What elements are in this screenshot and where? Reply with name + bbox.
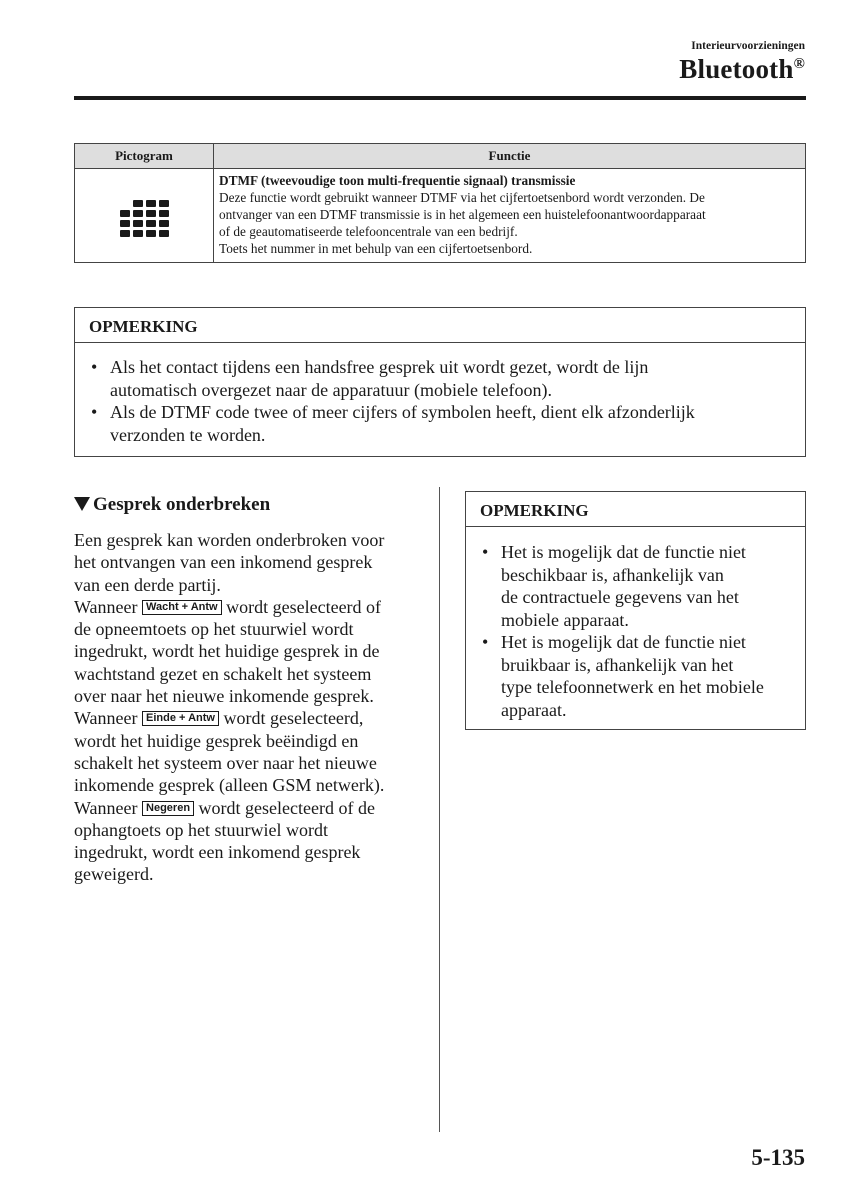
note-line: automatisch overgezet naar de apparatuur (mobiele telefoon). — [110, 379, 552, 400]
function-description-line: Toets het nummer in met behulp van een cijfertoetsenbord. — [219, 241, 533, 256]
page-title — [679, 54, 805, 85]
function-description-line: Deze functie wordt gebruikt wanneer DTMF via het cijfertoetsenbord wordt verzonden. De — [219, 190, 705, 205]
list-item — [89, 356, 791, 401]
body-word: wordt geselecteerd of — [226, 596, 382, 617]
body-line — [74, 797, 424, 819]
note-line: Als de DTMF code twee of meer cijfers of symbolen heeft, dient elk afzonderlijk — [110, 402, 695, 422]
note-heading: OPMERKING — [466, 492, 805, 527]
body-line: ingedrukt, wordt het huidige gesprek in de — [74, 641, 380, 662]
header-section-label: Interieurvoorzieningen — [691, 40, 805, 52]
note-heading: OPMERKING — [75, 308, 805, 343]
bullet-icon: • — [482, 542, 489, 562]
note-line: bruikbaar is, afhankelijk van het — [501, 654, 734, 675]
header-rule — [74, 96, 806, 100]
body-word: Wanneer — [74, 797, 138, 818]
note-line: apparaat. — [501, 699, 567, 720]
function-table — [74, 143, 806, 263]
body-line: schakelt het systeem over naar het nieuwe — [74, 752, 377, 773]
table-row — [75, 169, 806, 263]
pictogram-cell — [75, 169, 214, 263]
note-line: type telefoonnetwerk en het mobiele — [501, 677, 764, 697]
table-header-pictogram: Pictogram — [75, 144, 214, 169]
body-line: van een derde partij. — [74, 574, 221, 595]
column-divider — [439, 487, 440, 1132]
body-line: wachtstand gezet en schakelt het systeem — [74, 663, 372, 684]
function-description-cell — [214, 169, 806, 263]
function-description-line: of de geautomatiseerde telefooncentrale van een bedrijf. — [219, 224, 518, 239]
function-title: DTMF (tweevoudige toon multi-frequentie signaal) transmissie — [219, 173, 576, 188]
list-item — [480, 631, 791, 721]
body-word: Wanneer — [74, 596, 138, 617]
page-title-text: Bluetooth — [679, 54, 794, 84]
body-word: Wanneer — [74, 708, 138, 729]
note-line: de contractuele gegevens van het — [501, 587, 739, 607]
triangle-down-icon — [74, 497, 90, 511]
body-line: de opneemtoets op het stuurwiel wordt — [74, 619, 354, 640]
keypad-icon — [120, 200, 169, 237]
wacht-antw-softkey: Wacht + Antw — [142, 600, 222, 615]
bullet-icon: • — [91, 402, 98, 422]
note-line: beschikbaar is, afhankelijk van — [501, 564, 724, 585]
body-line: geweigerd. — [74, 864, 154, 885]
note-line: mobiele apparaat. — [501, 609, 629, 630]
body-word: wordt geselecteerd, — [223, 708, 364, 729]
note-line: Het is mogelijk dat de functie niet — [501, 632, 746, 652]
note-box-top — [74, 307, 806, 457]
body-line: inkomende gesprek (alleen GSM netwerk). — [74, 775, 385, 796]
body-line — [74, 707, 424, 729]
note-line: Als het contact tijdens een handsfree gesprek uit wordt gezet, wordt de lijn — [110, 357, 649, 377]
section-body — [74, 529, 424, 886]
note-line: Het is mogelijk dat de functie niet — [501, 542, 746, 562]
function-description-line: ontvanger van een DTMF transmissie is in het algemeen een huistelefoonantwoordapparaat — [219, 207, 706, 222]
body-line: ophangtoets op het stuurwiel wordt — [74, 819, 328, 840]
einde-antw-softkey: Einde + Antw — [142, 711, 219, 726]
table-header-function: Functie — [214, 144, 806, 169]
note-line: verzonden te worden. — [110, 424, 266, 445]
body-line: over naar het nieuwe inkomende gesprek. — [74, 686, 374, 707]
body-line — [74, 596, 424, 618]
registered-mark: ® — [793, 56, 805, 72]
section-heading — [74, 494, 270, 516]
body-word: wordt geselecteerd of de — [198, 797, 375, 818]
body-line: Een gesprek kan worden onderbroken voor — [74, 530, 385, 550]
body-line: het ontvangen van een inkomend gesprek — [74, 552, 373, 573]
list-item — [480, 541, 791, 631]
list-item — [89, 401, 791, 446]
bullet-icon: • — [91, 357, 98, 377]
table-header-row — [75, 144, 806, 169]
note-list — [466, 527, 805, 721]
negeren-softkey: Negeren — [142, 801, 194, 816]
body-line: ingedrukt, wordt een inkomend gesprek — [74, 842, 361, 863]
note-box-side — [465, 491, 806, 730]
bullet-icon: • — [482, 632, 489, 652]
page-number: 5-135 — [751, 1145, 805, 1170]
section-heading-text: Gesprek onderbreken — [93, 494, 271, 515]
body-line: wordt het huidige gesprek beëindigd en — [74, 730, 359, 751]
note-list — [75, 343, 805, 446]
